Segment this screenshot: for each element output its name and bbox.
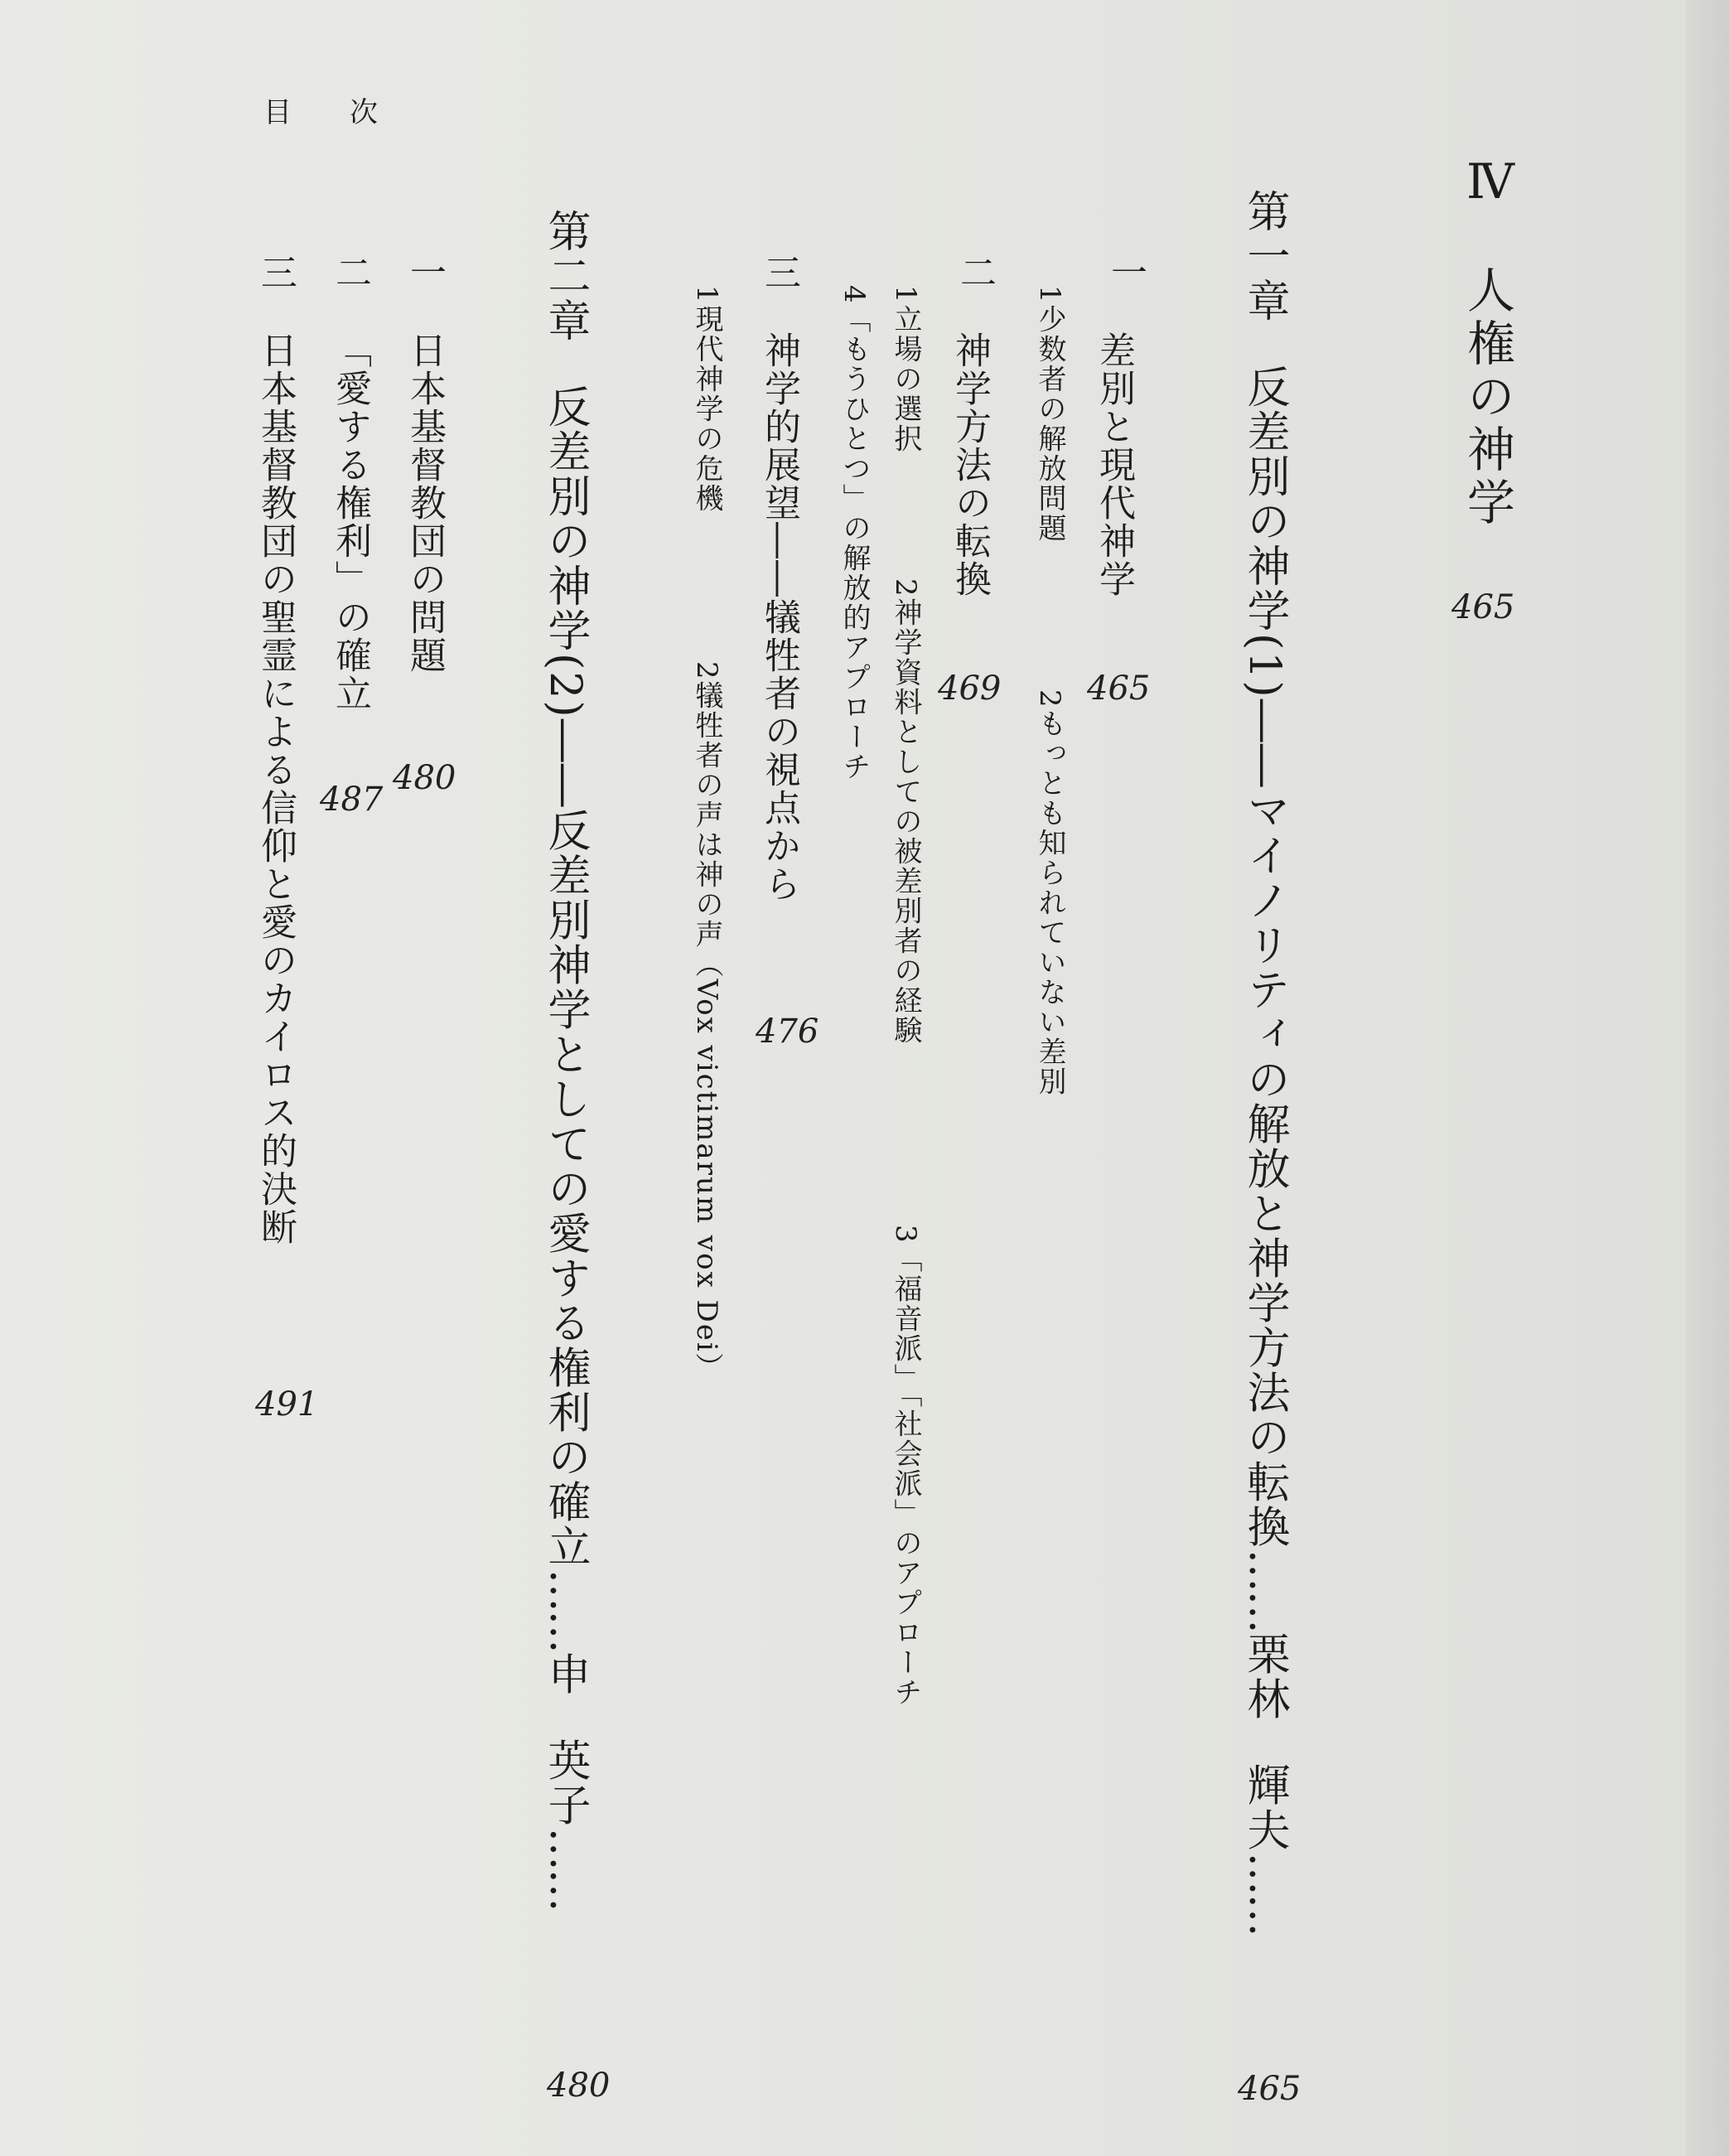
ch1-sec1-num: 一 [1104, 254, 1147, 290]
chapter1-heading [1239, 189, 1289, 1936]
ch2-sec1-title: 日本基督教団の問題 [403, 331, 446, 674]
chapter2-author-family: 申 [540, 1651, 590, 1697]
part-numeral: Ⅳ [1462, 153, 1519, 210]
page-header: 目次 [263, 96, 436, 129]
ch1-sec2-sub2: 2神学資料としての被差別者の経験 [889, 578, 922, 1046]
ch1-sec2-sub1: 1立場の選択 [889, 285, 922, 454]
part-title: 人権の神学 [1459, 265, 1515, 530]
ch2-sec1-page: 480 [393, 759, 456, 797]
chapter2-author-given: 英子 [540, 1738, 590, 1828]
ch1-sec1-sub2: 2もっとも知られていない差別 [1033, 689, 1066, 1097]
chapter2-page: 480 [547, 2067, 611, 2105]
ch1-sec3-sub1: 1現代神学の危機 [690, 285, 723, 514]
ch1-sec2-sub4: 4「もうひとつ」の解放的アプローチ [838, 285, 871, 782]
ch2-sec3-num: 三 [254, 254, 297, 290]
ch2-sec3-title: 日本基督教団の聖霊による信仰と愛のカイロス的決断 [254, 331, 297, 1246]
chapter2-leader: …… [540, 1569, 590, 1652]
ch2-sec3-page: 491 [255, 1385, 319, 1424]
ch1-sec3-title: 神学的展望――犠牲者の視点から [758, 331, 800, 903]
chapter2-label: 第二章 [540, 209, 590, 343]
chapter1-page: 465 [1238, 2070, 1302, 2108]
ch1-sec2-page: 469 [938, 670, 1002, 708]
ch1-sec3-num: 三 [758, 254, 800, 290]
ch1-sec2-title: 神学方法の転換 [949, 331, 991, 598]
ch1-sec2-sub3: 3「福音派」「社会派」のアプローチ [889, 1225, 922, 1708]
ch2-sec2-num: 二 [329, 254, 371, 290]
ch1-sec2-num: 二 [954, 254, 996, 290]
ch1-sec1-sub1: 1少数者の解放問題 [1033, 285, 1066, 544]
ch1-sec1-page: 465 [1087, 670, 1151, 708]
part-page: 465 [1451, 588, 1515, 626]
chapter2-heading [540, 209, 590, 1911]
chapter1-title: 反差別の神学(1)――マイノリティの解放と神学方法の転換 [1239, 365, 1289, 1549]
ch2-sec1-num: 一 [403, 254, 446, 290]
chapter1-leader: …… [1239, 1549, 1289, 1632]
chapter1-label: 第一章 [1239, 189, 1289, 323]
ch1-sec3-sub2: 2犠牲者の声は神の声（Vox victimarum vox Dei） [690, 661, 723, 1383]
chapter1-author-given: 輝夫 [1239, 1762, 1289, 1853]
chapter1-leader2: …… [1239, 1852, 1289, 1936]
ch2-sec2-page: 487 [320, 781, 384, 819]
page-edge [1686, 0, 1729, 2156]
ch1-sec3-page: 476 [756, 1013, 819, 1051]
ch2-sec2-title: 「愛する権利」の確立 [329, 331, 371, 713]
ch1-sec1-title: 差別と現代神学 [1093, 331, 1135, 598]
chapter1-author-family: 栗林 [1239, 1632, 1289, 1722]
chapter2-title: 反差別の神学(2)――反差別神学としての愛する権利の確立 [540, 384, 590, 1569]
chapter2-leader2: …… [540, 1827, 590, 1911]
